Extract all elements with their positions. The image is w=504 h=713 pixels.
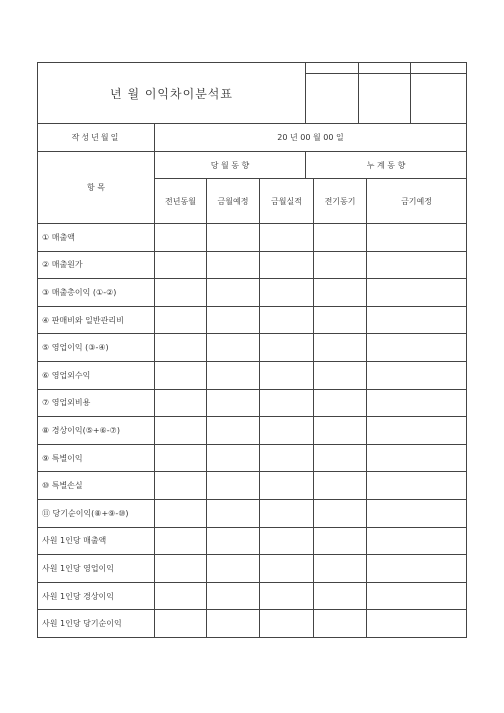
table-row bbox=[38, 251, 467, 279]
col-header: 전년동월 bbox=[155, 179, 207, 224]
table-row bbox=[38, 472, 467, 500]
value-cell[interactable] bbox=[314, 610, 367, 638]
value-cell[interactable] bbox=[207, 610, 260, 638]
value-cell[interactable] bbox=[155, 499, 207, 527]
value-cell[interactable] bbox=[314, 251, 367, 279]
value-cell[interactable] bbox=[367, 472, 467, 500]
value-cell[interactable] bbox=[207, 306, 260, 334]
row-label: ⑪ 당기순이익(⑧+⑨-⑩) bbox=[38, 499, 155, 527]
row-label: ⑤ 영업이익 (③-④) bbox=[38, 334, 155, 362]
value-cell[interactable] bbox=[260, 417, 314, 445]
table-row bbox=[38, 361, 467, 389]
value-cell[interactable] bbox=[207, 499, 260, 527]
value-cell[interactable] bbox=[367, 306, 467, 334]
table-row bbox=[38, 224, 467, 252]
value-cell[interactable] bbox=[155, 417, 207, 445]
value-cell[interactable] bbox=[155, 224, 207, 252]
value-cell[interactable] bbox=[207, 555, 260, 583]
value-cell[interactable] bbox=[155, 444, 207, 472]
value-cell[interactable] bbox=[367, 417, 467, 445]
value-cell[interactable] bbox=[207, 444, 260, 472]
table-row bbox=[38, 279, 467, 307]
value-cell[interactable] bbox=[314, 499, 367, 527]
table-row bbox=[38, 582, 467, 610]
table-row bbox=[38, 306, 467, 334]
current-month-header: 당 월 동 향 bbox=[155, 152, 306, 179]
value-cell[interactable] bbox=[314, 279, 367, 307]
row-label: 사원 1인당 영업이익 bbox=[38, 555, 155, 583]
value-cell[interactable] bbox=[155, 361, 207, 389]
value-cell[interactable] bbox=[367, 361, 467, 389]
value-cell[interactable] bbox=[314, 306, 367, 334]
row-label: 사원 1인당 경상이익 bbox=[38, 582, 155, 610]
value-cell[interactable] bbox=[155, 279, 207, 307]
value-cell[interactable] bbox=[155, 334, 207, 362]
value-cell[interactable] bbox=[207, 417, 260, 445]
col-header: 전기동기 bbox=[314, 179, 367, 224]
value-cell[interactable] bbox=[207, 389, 260, 417]
value-cell[interactable] bbox=[207, 279, 260, 307]
item-header: 항 목 bbox=[38, 152, 155, 224]
value-cell[interactable] bbox=[260, 334, 314, 362]
value-cell[interactable] bbox=[260, 224, 314, 252]
value-cell[interactable] bbox=[155, 472, 207, 500]
approval-box bbox=[306, 74, 359, 124]
value-cell[interactable] bbox=[314, 527, 367, 555]
value-cell[interactable] bbox=[314, 334, 367, 362]
value-cell[interactable] bbox=[367, 279, 467, 307]
value-cell[interactable] bbox=[207, 582, 260, 610]
date-label: 작성년월일 bbox=[38, 124, 155, 152]
value-cell[interactable] bbox=[155, 306, 207, 334]
table-row bbox=[38, 555, 467, 583]
value-cell[interactable] bbox=[207, 251, 260, 279]
value-cell[interactable] bbox=[155, 389, 207, 417]
date-value: 20 년 00 월 00 일 bbox=[155, 124, 467, 152]
table-row bbox=[38, 610, 467, 638]
value-cell[interactable] bbox=[367, 527, 467, 555]
row-label: ③ 매출총이익 (①-②) bbox=[38, 279, 155, 307]
value-cell[interactable] bbox=[260, 472, 314, 500]
value-cell[interactable] bbox=[260, 279, 314, 307]
value-cell[interactable] bbox=[314, 224, 367, 252]
value-cell[interactable] bbox=[367, 555, 467, 583]
value-cell[interactable] bbox=[367, 444, 467, 472]
form-title: 년 월 이익차이분석표 bbox=[38, 63, 306, 124]
profit-variance-table bbox=[37, 62, 467, 638]
value-cell[interactable] bbox=[260, 582, 314, 610]
value-cell[interactable] bbox=[314, 582, 367, 610]
value-cell[interactable] bbox=[155, 555, 207, 583]
value-cell[interactable] bbox=[260, 361, 314, 389]
value-cell[interactable] bbox=[260, 389, 314, 417]
value-cell[interactable] bbox=[314, 472, 367, 500]
value-cell[interactable] bbox=[367, 582, 467, 610]
row-label: ⑧ 경상이익(⑤+⑥-⑦) bbox=[38, 417, 155, 445]
value-cell[interactable] bbox=[207, 527, 260, 555]
value-cell[interactable] bbox=[155, 527, 207, 555]
value-cell[interactable] bbox=[314, 555, 367, 583]
value-cell[interactable] bbox=[367, 389, 467, 417]
row-label: ⑥ 영업외수익 bbox=[38, 361, 155, 389]
row-label: 사원 1인당 매출액 bbox=[38, 527, 155, 555]
value-cell[interactable] bbox=[367, 251, 467, 279]
table-row bbox=[38, 527, 467, 555]
value-cell[interactable] bbox=[260, 555, 314, 583]
value-cell[interactable] bbox=[207, 334, 260, 362]
row-label: ① 매출액 bbox=[38, 224, 155, 252]
value-cell[interactable] bbox=[155, 610, 207, 638]
col-header: 금기예정 bbox=[367, 179, 467, 224]
value-cell[interactable] bbox=[260, 499, 314, 527]
approval-box bbox=[411, 63, 467, 74]
col-header: 금월예정 bbox=[207, 179, 260, 224]
value-cell[interactable] bbox=[367, 610, 467, 638]
value-cell[interactable] bbox=[155, 582, 207, 610]
table-row bbox=[38, 334, 467, 362]
value-cell[interactable] bbox=[260, 444, 314, 472]
value-cell[interactable] bbox=[314, 444, 367, 472]
value-cell[interactable] bbox=[207, 361, 260, 389]
value-cell[interactable] bbox=[367, 334, 467, 362]
col-header: 금월실적 bbox=[260, 179, 314, 224]
row-label: ⑩ 특별손실 bbox=[38, 472, 155, 500]
table-row bbox=[38, 444, 467, 472]
row-label: ④ 판매비와 일반관리비 bbox=[38, 306, 155, 334]
table-row bbox=[38, 499, 467, 527]
value-cell[interactable] bbox=[155, 251, 207, 279]
cumulative-header: 누 계 동 향 bbox=[306, 152, 467, 179]
value-cell[interactable] bbox=[260, 610, 314, 638]
value-cell[interactable] bbox=[260, 306, 314, 334]
row-label: ⑨ 특별이익 bbox=[38, 444, 155, 472]
row-label: ② 매출원가 bbox=[38, 251, 155, 279]
value-cell[interactable] bbox=[314, 361, 367, 389]
value-cell[interactable] bbox=[207, 472, 260, 500]
value-cell[interactable] bbox=[260, 251, 314, 279]
value-cell[interactable] bbox=[314, 389, 367, 417]
value-cell[interactable] bbox=[207, 224, 260, 252]
approval-box bbox=[306, 63, 359, 74]
table-row bbox=[38, 389, 467, 417]
value-cell[interactable] bbox=[367, 499, 467, 527]
value-cell[interactable] bbox=[314, 417, 367, 445]
approval-box bbox=[359, 63, 411, 74]
row-label: ⑦ 영업외비용 bbox=[38, 389, 155, 417]
table-row bbox=[38, 417, 467, 445]
value-cell[interactable] bbox=[367, 224, 467, 252]
row-label: 사원 1인당 당기순이익 bbox=[38, 610, 155, 638]
approval-box bbox=[411, 74, 467, 124]
approval-box bbox=[359, 74, 411, 124]
value-cell[interactable] bbox=[260, 527, 314, 555]
